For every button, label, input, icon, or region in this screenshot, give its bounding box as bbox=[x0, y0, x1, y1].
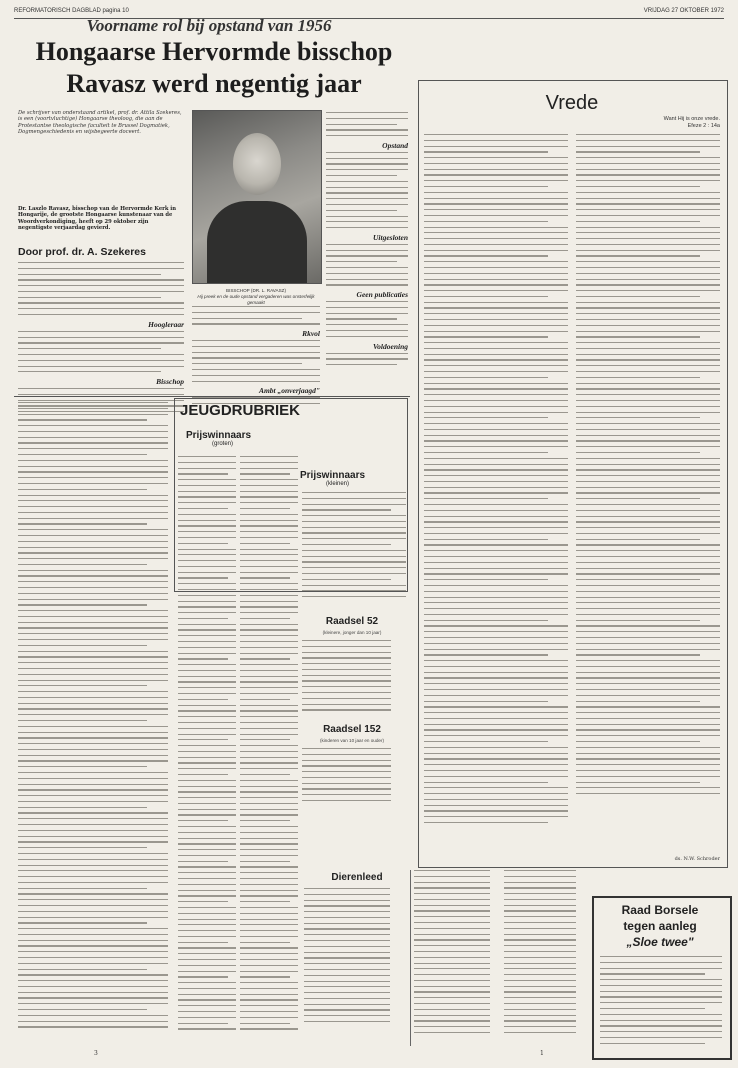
raadsel-52-title: Raadsel 52 bbox=[325, 616, 379, 627]
subhead-hoogleraar: Hoogleraar bbox=[148, 319, 184, 329]
vrede-column-2 bbox=[576, 134, 720, 850]
article-column-2 bbox=[192, 306, 320, 396]
subhead-opstand: Opstand bbox=[382, 140, 408, 150]
article-headline bbox=[34, 36, 394, 100]
jeugdrubriek-title: JEUGDRUBRIEK bbox=[180, 402, 301, 419]
raadsel-52-list bbox=[302, 640, 406, 720]
vrede-column-1 bbox=[424, 134, 568, 850]
header-left: REFORMATORISCH DAGBLAD pagina 10 bbox=[14, 8, 129, 14]
raadsel-52-subtitle: (kleinere, jonger dan 10 jaar) bbox=[322, 630, 382, 635]
article-column-3 bbox=[326, 112, 408, 392]
groten-winners-list bbox=[178, 456, 236, 1046]
header-right: VRIJDAG 27 OKTOBER 1972 bbox=[643, 8, 724, 14]
article-lead: Dr. Laszlo Ravasz, bisschop van de Hervormde Kerk in Hongarije, de grootste Hongaarse kunstenaar van de Woordverkondiging, heeft op 29 oktober zijn negentigste verjaardag gevierd. bbox=[18, 206, 177, 232]
subhead-bisschop: Bisschop bbox=[156, 377, 184, 387]
subhead-voldoening: Voldoening bbox=[372, 341, 408, 351]
subhead-rkvol: Rkvol bbox=[302, 329, 320, 339]
vrede-title: Vrede bbox=[545, 92, 599, 114]
subhead-uitgesloten: Uitgesloten bbox=[373, 232, 408, 242]
lower-left-column bbox=[18, 402, 168, 1042]
kleinen-winners-list bbox=[302, 492, 406, 612]
raad-borsele-body bbox=[600, 956, 722, 1050]
article-intro: De schrijver van onderstaand artikel, prof. dr. Attila Szekeres, is een (voortvluchtige) Hongaarse theoloog, die aan de Protestantse theologische faculteit te Brussel Dogmatiek, Dogmengeschiedenis en wijsbegeerte doceert. bbox=[18, 110, 182, 136]
photo-caption: BISSCHOP (DR. L. RAVASZ) Hij preek en de oude opstand vergaderen was onsterfelijk gemaakt bbox=[197, 288, 315, 305]
raadsel-152-list bbox=[302, 748, 406, 812]
groten-winners-list-2 bbox=[240, 456, 298, 1046]
puzzle-column-b bbox=[504, 870, 588, 1046]
headline-line-1: Hongaarse Hervormde bisschop bbox=[35, 37, 393, 66]
raadsel-152-subtitle: (kinderen van 10 jaar en ouder) bbox=[319, 738, 385, 743]
puzzle-column-a bbox=[414, 870, 502, 1046]
article-kicker: Voorname rol bij opstand van 1956 bbox=[86, 16, 332, 35]
subhead-geen-publicaties: Geen publicaties bbox=[356, 290, 408, 300]
vrede-quote: Want Hij is onze vrede. Efeze 2 : 14a bbox=[663, 116, 720, 129]
bishop-photo bbox=[192, 110, 322, 284]
article-byline: Door prof. dr. A. Szekeres bbox=[18, 246, 146, 258]
dierenleed-poem bbox=[304, 888, 404, 1044]
subhead-ambt: Ambt „onverjaagd" bbox=[258, 386, 320, 396]
raadsel-152-title: Raadsel 152 bbox=[323, 724, 381, 735]
raad-borsele-title: Raad Borsele tegen aanleg „Sloe twee" bbox=[621, 903, 699, 949]
page-number-left: 3 bbox=[94, 1050, 98, 1057]
section-divider bbox=[14, 396, 410, 397]
prijswinnaars-kleinen-heading: Prijswinnaars (kleinen) bbox=[300, 470, 366, 487]
vrede-signature: ds. N.W. Schroder bbox=[674, 856, 720, 862]
column-rule bbox=[410, 870, 411, 1046]
article-column-1 bbox=[18, 262, 184, 392]
dierenleed-title: Dierenleed bbox=[331, 872, 383, 883]
prijswinnaars-groten-heading: Prijswinnaars (groten) bbox=[186, 430, 252, 447]
headline-line-2: Ravasz werd negentig jaar bbox=[66, 69, 362, 98]
page-number-right: 1 bbox=[540, 1050, 544, 1057]
